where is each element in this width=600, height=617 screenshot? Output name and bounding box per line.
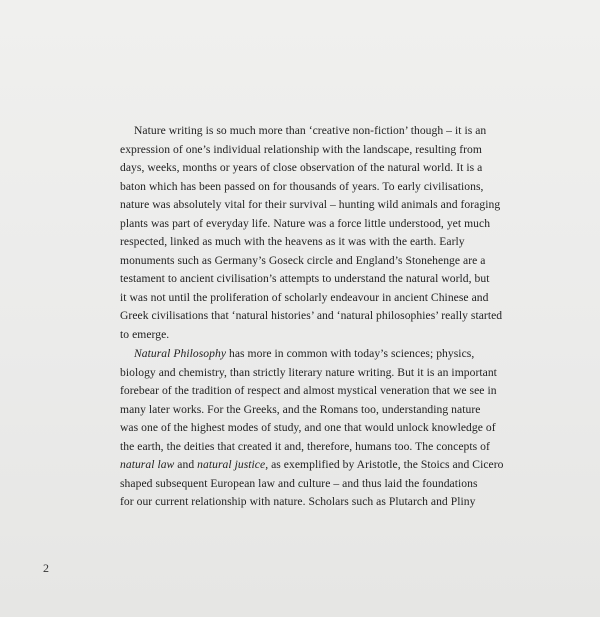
paragraph-natural-philosophy: [120, 345, 504, 512]
text-line: biology and chemistry, than strictly literary nature writing. But it is an important: [120, 365, 497, 379]
text-line: it was not until the proliferation of scholarly endeavour in ancient Chinese and: [120, 290, 489, 304]
text-line: monuments such as Germany’s Goseck circle and England’s Stonehenge are a: [120, 253, 486, 267]
text-line: expression of one’s individual relationship with the landscape, resulting from: [120, 142, 482, 156]
italic-term: Natural Philosophy: [134, 347, 227, 360]
text-fragment: has more in common with today’s sciences; physics,: [226, 347, 475, 360]
text-line: shaped subsequent European law and culture – and thus laid the foundations: [120, 476, 478, 490]
text-line: [120, 456, 504, 475]
text-line: [120, 345, 490, 364]
text-fragment: as exemplified by Aristotle, the Stoics and Cicero: [268, 458, 504, 471]
text-line: Greek civilisations that ‘natural histories’ and ‘natural philosophies’ really started: [120, 309, 503, 322]
text-line: the earth, the deities that created it and, therefore, humans too. The concepts of: [120, 439, 490, 453]
text-line: plants was part of everyday life. Nature was a force little understood, yet much: [120, 216, 491, 230]
text-line: was one of the highest modes of study, and one that would unlock knowledge of: [120, 421, 496, 434]
text-line: testament to ancient civilisation’s attempts to understand the natural world, but: [120, 272, 490, 285]
text-line: Nature writing is so much more than ‘creative non-fiction’ though – it is an: [134, 124, 487, 137]
text-line: to emerge.: [120, 327, 170, 341]
text-line: many later works. For the Greeks, and the Romans too, understanding nature: [120, 402, 481, 416]
italic-term: natural law: [120, 458, 175, 471]
text-fragment: and: [174, 458, 198, 471]
paragraph-nature-writing: [120, 122, 503, 344]
text-line: forebear of the tradition of respect and almost mystical veneration that we see in: [120, 384, 497, 397]
text-line: days, weeks, months or years of close observation of the natural world. It is a: [120, 161, 483, 174]
text-line: nature was absolutely vital for their survival – hunting wild animals and foraging: [120, 198, 501, 211]
text-line: respected, linked as much with the heavens as it was with the earth. Early: [120, 235, 465, 248]
text-line: for our current relationship with nature. Scholars such as Plutarch and Pliny: [120, 495, 476, 508]
text-line: baton which has been passed on for thousands of years. To early civilisations,: [120, 179, 484, 193]
page-number: 2: [43, 561, 49, 575]
italic-term: natural justice,: [197, 458, 269, 471]
